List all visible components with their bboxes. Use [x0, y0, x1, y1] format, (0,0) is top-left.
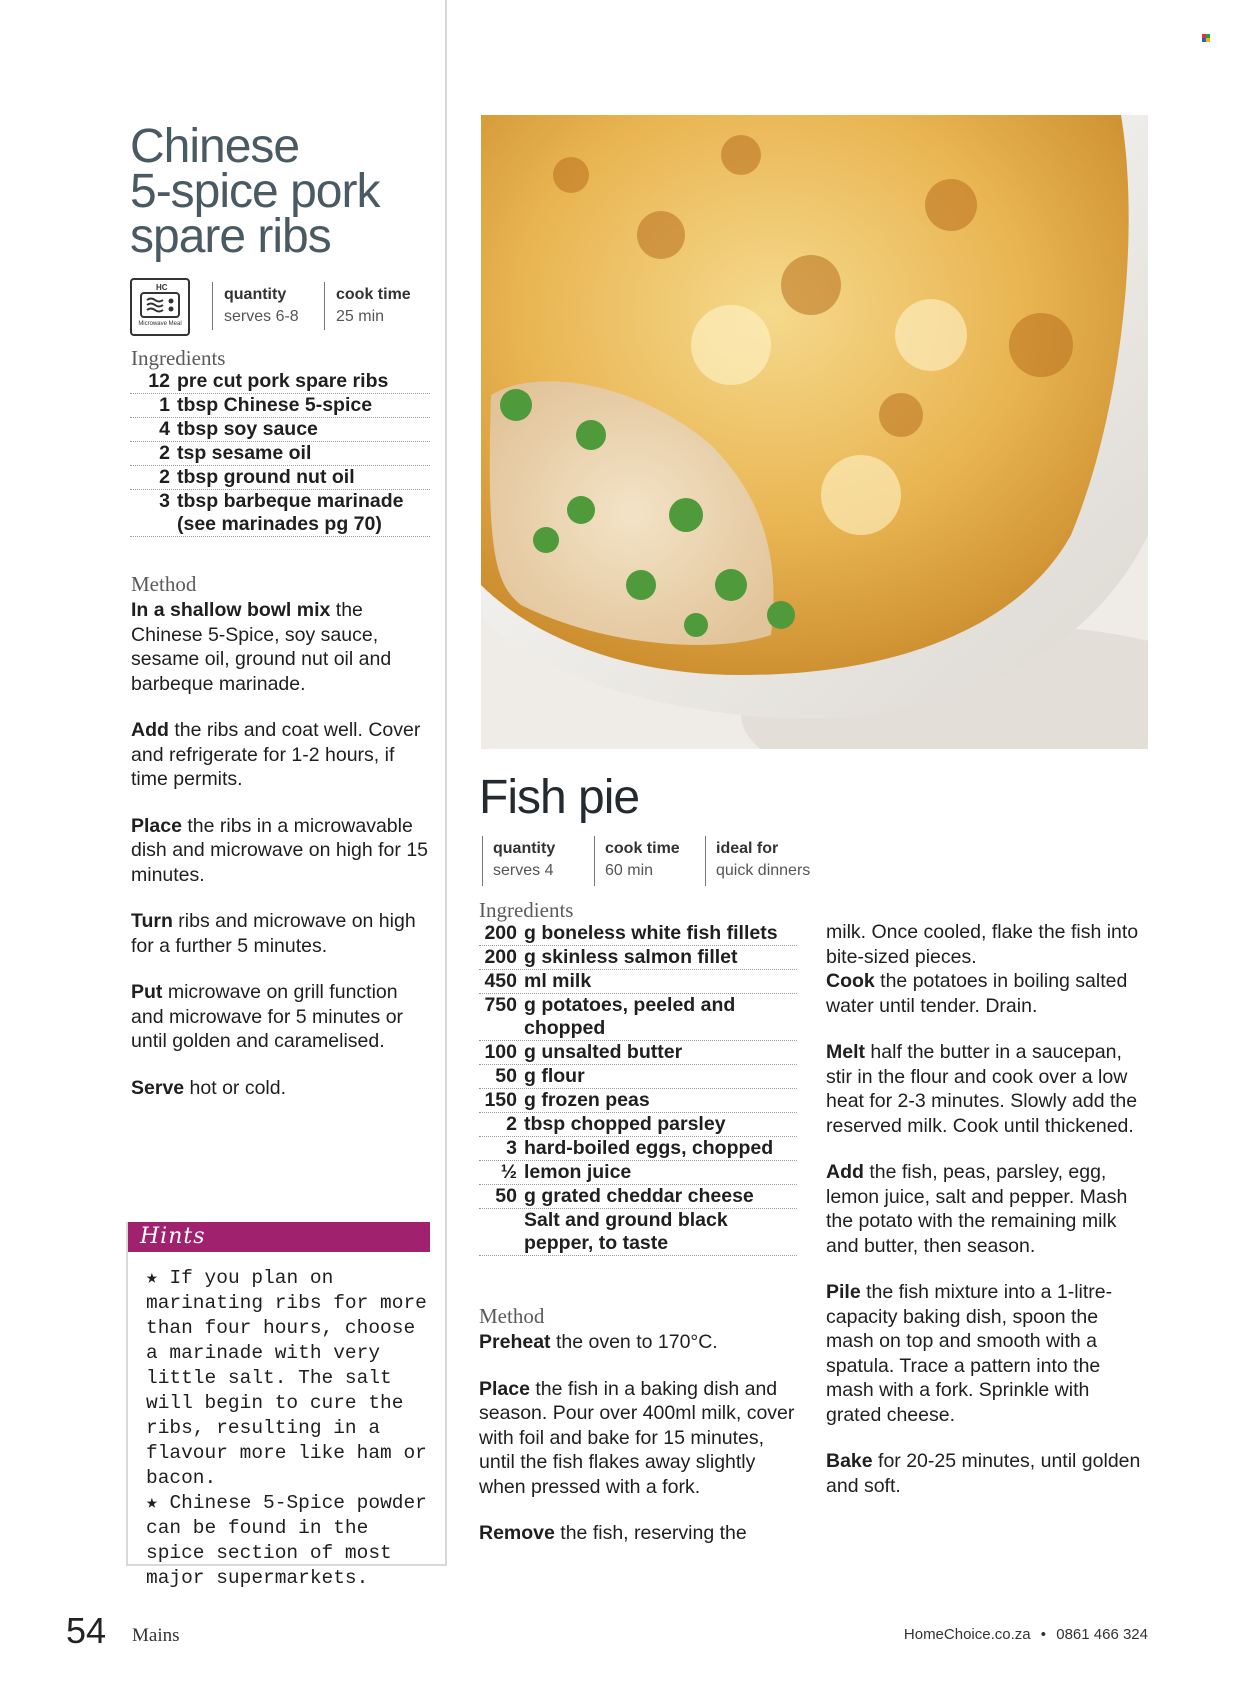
left-ingredients-list	[130, 370, 430, 537]
meta-value: quick dinners	[716, 862, 811, 879]
ingredient-qty: 150	[484, 1089, 517, 1111]
method-text: the potatoes in boiling salted water until tender. Drain.	[826, 970, 1128, 1017]
meta-divider	[482, 836, 483, 886]
right-recipe-title: Fish pie	[479, 771, 640, 824]
ingredient-text: g skinless salmon fillet	[524, 946, 738, 968]
ingredient-row	[479, 946, 797, 970]
ingredient-row	[479, 1113, 797, 1137]
method-step	[826, 1280, 1148, 1427]
method-lead: Preheat	[479, 1331, 551, 1353]
ingredient-row	[130, 370, 430, 394]
method-text: microwave on grill function and microwave for 5 minutes or until golden and caramelised.	[131, 981, 404, 1052]
ingredient-text: Salt and ground black pepper, to taste	[524, 1209, 728, 1254]
method-lead: Melt	[826, 1041, 865, 1063]
ingredient-text: ml milk	[524, 970, 592, 992]
title-line: 5-spice pork	[130, 165, 380, 218]
ingredient-qty: 50	[495, 1185, 517, 1207]
left-column-rule	[445, 0, 447, 1566]
method-step	[826, 969, 1148, 1018]
ingredient-row	[479, 1065, 797, 1089]
ingredient-text: tbsp ground nut oil	[177, 466, 355, 488]
ingredient-qty: 100	[484, 1041, 517, 1063]
method-text: for 20-25 minutes, until golden and soft.	[826, 1450, 1141, 1497]
left-method	[131, 598, 431, 1122]
ingredient-text: tbsp chopped parsley	[524, 1113, 726, 1135]
footer-website: HomeChoice.co.za	[903, 1626, 1031, 1643]
icon-badge: HC	[156, 283, 168, 292]
method-step	[131, 1076, 431, 1101]
ingredient-text: tsp sesame oil	[177, 442, 312, 464]
title-line: spare ribs	[130, 210, 331, 263]
ingredient-qty: 750	[484, 994, 517, 1016]
method-lead: In a shallow bowl mix	[131, 599, 331, 621]
ingredient-row	[130, 442, 430, 466]
ingredient-row	[130, 466, 430, 490]
meta-label: cook time	[605, 840, 680, 857]
ingredient-row	[479, 1209, 797, 1256]
left-recipe-title	[130, 120, 440, 263]
method-text: the ribs in a microwavable dish and microwave on high for 15 minutes.	[131, 814, 429, 886]
method-text: the oven to 170°C.	[550, 1331, 718, 1353]
ingredient-text: tbsp barbeque marinade (see marinades pg 70)	[177, 490, 404, 535]
ingredient-qty: 3	[506, 1137, 517, 1159]
ingredient-qty: 4	[159, 418, 170, 440]
ingredient-text: tbsp Chinese 5-spice	[177, 394, 373, 416]
ingredient-text: pre cut pork spare ribs	[177, 370, 389, 392]
method-step	[131, 718, 431, 792]
right-ingredients-heading: Ingredients	[479, 898, 574, 922]
hints-text: ★ If you plan on marinating ribs for more than four hours, choose a marinade with very little salt. The salt will begin to cure the ribs, resulting in a flavour more like ham or bacon. ★ Chinese 5-Spice powder can be found in the spice section of most major supermarkets.	[146, 1267, 427, 1589]
ingredient-qty: 12	[148, 370, 170, 392]
method-step	[826, 1449, 1148, 1498]
method-text: half the butter in a saucepan, stir in the flour and cook over a low heat for 2-3 minutes. Slowly add the reserved milk. Cook until thickened.	[826, 1041, 1138, 1137]
ingredient-row	[479, 1161, 797, 1185]
method-text: milk. Once cooled, flake the fish into bite-sized pieces.	[826, 921, 1139, 968]
ingredient-qty: ½	[500, 1161, 517, 1183]
method-step	[826, 920, 1148, 969]
ingredient-qty: 450	[484, 970, 517, 992]
ingredient-qty: 1	[159, 394, 170, 416]
left-meta-quantity	[224, 286, 299, 326]
method-text: the fish, peas, parsley, egg, lemon juice, salt and pepper. Mash the potato with the remaining milk and butter, then season.	[826, 1161, 1128, 1257]
ingredient-qty: 2	[159, 466, 170, 488]
method-lead: Turn	[131, 910, 173, 932]
ingredient-qty: 2	[506, 1113, 517, 1135]
method-step	[131, 980, 431, 1054]
method-lead: Place	[131, 814, 182, 837]
section-name: Mains	[132, 1625, 180, 1646]
hints-title: Hints	[140, 1224, 206, 1249]
method-step	[131, 814, 431, 888]
page-number: 54	[66, 1610, 107, 1651]
method-lead: Add	[131, 719, 169, 741]
meta-label: cook time	[336, 286, 411, 303]
meta-label: ideal for	[716, 840, 779, 857]
right-method-col1	[479, 1330, 799, 1568]
ingredient-text: hard-boiled eggs, chopped	[524, 1137, 774, 1159]
ingredient-row	[479, 1041, 797, 1065]
method-step	[479, 1521, 799, 1546]
method-lead: Bake	[826, 1450, 873, 1472]
ingredient-text: tbsp soy sauce	[177, 418, 318, 440]
left-method-heading: Method	[131, 572, 197, 596]
hints-band	[128, 1222, 430, 1252]
ingredient-qty: 200	[484, 946, 517, 968]
method-step	[131, 909, 431, 958]
right-meta-ideal	[716, 840, 810, 880]
method-text: hot or cold.	[184, 1076, 287, 1099]
brand-mark-icon	[1202, 34, 1210, 42]
ingredient-qty: 2	[159, 442, 170, 464]
ingredient-text: lemon juice	[524, 1161, 632, 1183]
right-ingredients-list	[479, 922, 797, 1256]
ingredient-row	[130, 490, 430, 537]
ingredient-row	[479, 970, 797, 994]
ingredient-qty: 50	[495, 1065, 517, 1087]
title-line: Chinese	[130, 120, 300, 173]
ingredient-text: g flour	[524, 1065, 585, 1087]
meta-value: 60 min	[605, 862, 654, 879]
meta-divider	[324, 282, 325, 330]
ingredient-row	[479, 922, 797, 946]
meta-divider	[594, 836, 595, 886]
ingredient-row	[479, 1089, 797, 1113]
method-lead: Pile	[826, 1281, 861, 1303]
left-meta-cooktime	[336, 286, 411, 326]
meta-divider	[705, 836, 706, 886]
method-step	[479, 1377, 799, 1500]
method-step	[826, 1040, 1148, 1138]
footer-phone: 0861 466 324	[1056, 1626, 1148, 1643]
method-lead: Cook	[826, 970, 875, 992]
meta-value: serves 6-8	[224, 308, 299, 325]
method-text: the fish, reserving the	[554, 1522, 747, 1544]
method-step	[131, 598, 431, 696]
ingredient-qty: 200	[484, 922, 517, 944]
method-lead: Put	[131, 981, 163, 1003]
method-text: the fish in a baking dish and season. Pour over 400ml milk, cover with foil and bake for 15 minutes, until the fish flakes away slightly when pressed with a fork.	[479, 1377, 795, 1498]
ingredient-row	[130, 418, 430, 442]
method-text: the ribs and coat well. Cover and refrigerate for 1-2 hours, if time permits.	[131, 719, 421, 790]
left-ingredients-heading: Ingredients	[131, 346, 226, 370]
ingredient-text: g boneless white fish fillets	[524, 922, 778, 944]
microwave-meal-icon	[130, 278, 190, 336]
ingredient-row	[130, 394, 430, 418]
meta-label: quantity	[493, 840, 556, 857]
right-meta-cooktime	[605, 840, 680, 880]
ingredient-text: g unsalted butter	[524, 1041, 683, 1063]
method-lead: Remove	[479, 1522, 555, 1544]
ingredient-text: g potatoes, peeled and chopped	[524, 994, 736, 1039]
right-method-heading: Method	[479, 1304, 545, 1328]
ingredient-row	[479, 994, 797, 1041]
method-lead: Serve	[131, 1076, 185, 1099]
method-text: the fish mixture into a 1-litre-capacity baking dish, spoon the mash on top and smooth with a spatula. Trace a pattern into the mash with a fork. Sprinkle with grated cheese.	[826, 1281, 1113, 1426]
method-lead: Add	[826, 1161, 864, 1183]
method-lead: Place	[479, 1377, 530, 1400]
meta-value: 25 min	[336, 308, 385, 325]
method-text: ribs and microwave on high for a further 5 minutes.	[131, 910, 416, 957]
ingredient-row	[479, 1137, 797, 1161]
footer-contact	[880, 1626, 1148, 1643]
ingredient-qty: 3	[159, 490, 170, 512]
ingredient-text: g frozen peas	[524, 1089, 650, 1111]
method-text: the Chinese 5-Spice, soy sauce, sesame oil, ground nut oil and barbeque marinade.	[131, 599, 392, 695]
right-meta-quantity	[493, 840, 555, 880]
footer-separator: •	[1040, 1626, 1047, 1643]
ingredient-text: g grated cheddar cheese	[524, 1185, 754, 1207]
meta-value: serves 4	[493, 862, 554, 879]
meta-divider	[212, 282, 213, 330]
right-method-col2	[826, 920, 1148, 1520]
hints-box-left-rule	[126, 1222, 128, 1566]
ingredient-qty	[479, 1209, 517, 1255]
ingredient-row	[479, 1185, 797, 1209]
method-step	[826, 1160, 1148, 1258]
meta-label: quantity	[224, 286, 287, 303]
microwave-waves-icon	[140, 292, 180, 318]
fish-pie-photo	[481, 115, 1148, 749]
icon-caption: Microwave Meal	[138, 321, 182, 327]
fish-pie-illustration	[481, 115, 1148, 749]
method-step	[479, 1330, 799, 1355]
